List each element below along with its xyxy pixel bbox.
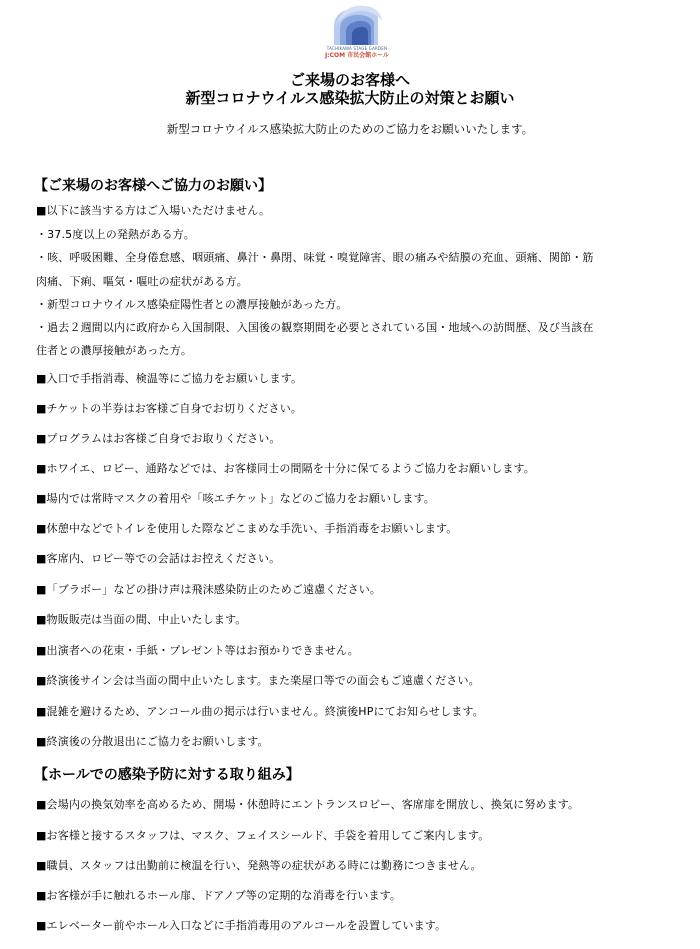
notice-line: ・新型コロナウイルス感染症陽性者との濃厚接触があった方。 xyxy=(36,298,348,311)
notice-line: ■終演後の分散退出にご協力をお願いします。 xyxy=(36,735,269,748)
notice-line: ■客席内、ロビー等での会話はお控えください。 xyxy=(36,552,281,565)
notice-line: ・37.5度以上の発熱がある方。 xyxy=(36,228,195,241)
page-subtitle: 新型コロナウイルス感染拡大防止のためのご協力をお願いいたします。 xyxy=(166,122,534,136)
notice-line: ■以下に該当する方はご入場いただけません。 xyxy=(36,204,271,217)
notice-line: 住者との濃厚接触があった方。 xyxy=(36,344,192,357)
measure-line: ■職員、スタッフは出勤前に検温を行い、発熱等の症状がある時には勤務につきません。 xyxy=(36,859,482,872)
notice-line: ■プログラムはお客様ご自身でお取りください。 xyxy=(36,432,281,445)
notice-line: ■終演後サイン会は当面の間中止いたします。また楽屋口等での面会もご遠慮ください。 xyxy=(36,674,480,687)
logo-line-1: TACHIKAWA STAGE GARDEN xyxy=(326,46,388,51)
notice-line: ■休憩中などでトイレを使用した際などこまめな手洗い、手指消毒をお願いします。 xyxy=(36,522,458,535)
notice-line: ■「ブラボー」などの掛け声は飛沫感染防止のためご遠慮ください。 xyxy=(36,583,382,596)
measure-line: ■お客様が手に触れるホール扉、ドアノブ等の定期的な消毒を行います。 xyxy=(36,889,402,902)
notice-line: ■出演者への花束・手紙・プレゼント等はお預かりできません。 xyxy=(36,644,359,657)
notice-line: ■チケットの半券はお客様ご自身でお切りください。 xyxy=(36,402,303,415)
notice-line: 肉痛、下痢、嘔気・嘔吐の症状がある方。 xyxy=(36,275,248,288)
wave-logo-icon xyxy=(322,3,392,47)
measure-line: ■会場内の換気効率を高めるため、開場・休憩時にエントランスロビー、客席扉を開放し、換気に努めます。 xyxy=(36,798,580,811)
hall-logo xyxy=(322,3,392,63)
section-heading-hall-measures: 【ホールでの感染予防に対する取り組み】 xyxy=(34,767,300,783)
measure-line: ■お客様と接するスタッフは、マスク、フェイスシールド、手袋を着用してご案内します。 xyxy=(36,829,490,842)
notice-line: ・咳、呼吸困難、全身倦怠感、咽頭痛、鼻汁・鼻閉、味覚・嗅覚障害、眼の痛みや結膜の充血、頭痛、関節・筋 xyxy=(36,251,594,264)
notice-line: ■混雑を避けるため、アンコール曲の掲示は行いません。終演後HPにてお知らせします。 xyxy=(36,705,484,718)
page-title-line-1: ご来場のお客様へ xyxy=(289,71,410,89)
measure-line: ■エレベーター前やホール入口などに手指消毒用のアルコールを設置しています。 xyxy=(36,919,447,932)
notice-line: ・過去２週間以内に政府から入国制限、入国後の観察期間を必要とされている国・地域への訪問歴、及び当該在 xyxy=(36,321,594,334)
notice-line: ■物販販売は当面の間、中止いたします。 xyxy=(36,613,247,626)
section-heading-visitors: 【ご来場のお客様へご協力のお願い】 xyxy=(34,178,272,194)
notice-line: ■場内では常時マスクの着用や「咳エチケット」などのご協力をお願いします。 xyxy=(36,492,435,505)
logo-line-2: J:COM 市民会館ホール xyxy=(324,52,390,59)
notice-line: ■ホワイエ、ロビー、通路などでは、お客様同士の間隔を十分に保てるようご協力をお願いします。 xyxy=(36,462,535,475)
notice-line: ■入口で手指消毒、検温等にご協力をお願いします。 xyxy=(36,372,303,385)
page-title-line-2: 新型コロナウイルス感染拡大防止の対策とお願い xyxy=(185,89,515,107)
